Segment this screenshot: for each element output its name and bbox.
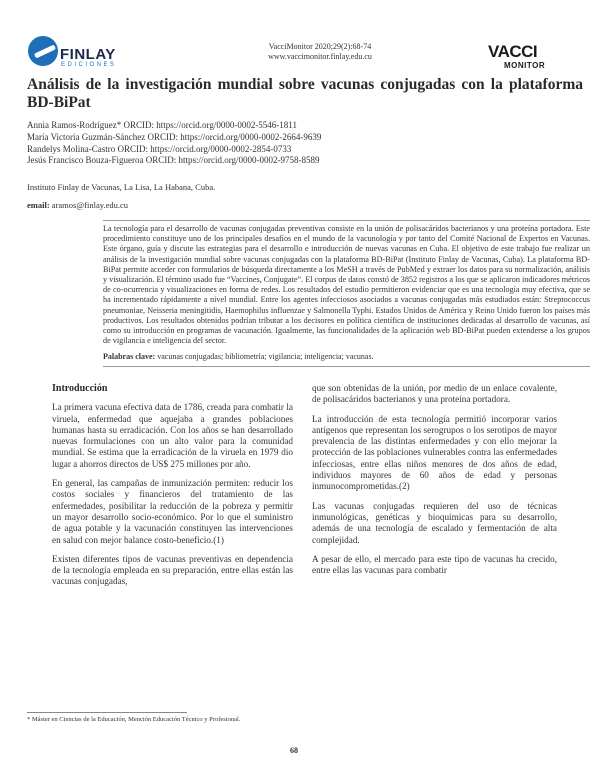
journal-citation: VacciMonitor 2020;29(2):68-74 — [268, 42, 372, 51]
abstract-top-divider — [103, 220, 590, 221]
paragraph: Existen diferentes tipos de vacunas preventivas en dependencia de la tecnología empleada en su preparación, entre ellas están las vacunas conjugadas, — [52, 553, 293, 587]
left-column — [52, 383, 293, 596]
finlay-logo-word: FINLAY — [60, 46, 116, 63]
paragraph: que son obtenidas de la unión, por medio de un enlace covalente, de polisacáridos bacterianos y una proteína portadora. — [312, 383, 557, 405]
author-list — [27, 120, 321, 167]
author-line[interactable]: Randelys Molina-Castro ORCID: https://orcid.org/0000-0002-2854-0733 — [27, 143, 292, 154]
paragraph: Las vacunas conjugadas requieren del uso de técnicas inmunológicas, genéticas y bioquímicas para su desarrollo, además de una tecnología de escalado y fermentación de alta complejidad. — [312, 500, 557, 545]
finlay-logo — [28, 36, 138, 70]
abstract: La tecnología para el desarrollo de vacunas conjugadas preventivas consiste en la unión de polisacáridos bacterianos y una proteína portadora. Este procedimiento constituye uno de los principales desafíos en el mundo de la vacunología y por tanto del Comité Nacional de Expertos en Vacunas. Este órgano, guía y discute las estrategias para el desarrollo e introducción de nuevas vacunas en Cuba. El objetivo de este trabajo fue realizar un análisis de la investigación mundial sobre vacunas conjugadas con la plataforma BD-BiPat (Instituto Finlay de Vacunas, Cuba). La plataforma BD-BiPat permite acceder con formularios de búsqueda directamente a los MeSH a través de PubMed y extraer los datos para su normalización, análisis y visualización. El término usado fue “Vaccines, Conjugate”. El corpus de datos constó de 3852 registros a los que se aplicaron indicadores métricos de co-ocurrencia y visualizaciones en forma de redes. Los resultados del estudio permitieron evidenciar que es una tecnología muy efectiva, que se ha incrementado rápidamente a nivel mundial. Entre los agentes infecciosos asociados a vacunas conjugadas más estudiados están: Streptococcus pneumoniae, Neisseria meningitidis, Haemophilus influenzae y Salmonella Typhi. Estados Unidos de América y Reino Unido fueron los países más productivos. Los resultados obtenidos podrían tributar a los decisores en política científica de instituciones dedicadas al desarrollo de vacunas, así como su introducción en programas de vacunación. Igualmente, las funcionalidades de la aplicación web BD-BiPat pueden extenderse a los grupos de vigilancia e inteligencia del sector. — [103, 224, 590, 346]
vaccimonitor-logo-word: VACCI — [488, 42, 538, 61]
footnote-divider — [27, 712, 187, 713]
journal-info — [220, 42, 420, 62]
paragraph: A pesar de ello, el mercado para este tipo de vacunas ha crecido, entre ellas las vacunas para combatir — [312, 553, 557, 576]
contact-email — [27, 200, 128, 210]
finlay-logo-sub: EDICIONES — [61, 62, 117, 68]
email-label: email: — [27, 200, 50, 210]
paragraph: En general, las campañas de inmunización permiten: reducir los costos sociales y financieros del tratamiento de las enfermedades, posibilitar la reducción de la pobreza y permitir un mayor desarrollo socio-económico. Por lo que el suministro de agua potable y la vacunación constituyen las intervenciones en salud con mejor balance costo-beneficio.(1) — [52, 478, 293, 545]
keywords-value: vacunas conjugadas; bibliometría; vigilancia; inteligencia; vacunas. — [157, 352, 374, 361]
right-column — [312, 383, 557, 584]
vaccimonitor-logo — [488, 42, 572, 72]
keywords — [103, 352, 590, 361]
finlay-globe-icon — [28, 36, 58, 66]
article-title: Análisis de la investigación mundial sobre vacunas conjugadas con la plataforma BD-BiPat — [27, 76, 583, 111]
journal-url[interactable]: www.vaccimonitor.finlay.edu.cu — [268, 52, 372, 61]
paragraph: La introducción de esta tecnología permitió incorporar varios antígenos que representan los serogrupos o los serotipos de mayor prevalencia de las distintas enfermedades y con ello mejorar la protección de las poblaciones vulnerables contra las enfermedades infecciosas, entre ellas niños menores de dos años de edad, individuos mayores de 60 años de edad y personas inmunocomprometidas.(2) — [312, 413, 557, 492]
paragraph: La primera vacuna efectiva data de 1786, creada para combatir la viruela, enfermedad que aquejaba a grandes poblaciones humanas hasta su erradicación. Con los años se han desarrollado nuevas formulaciones con un alto valor para la comunidad mundial. Se estima que la erradicación de la viruela en 1979 dio lugar a ahorros directos de US$ 275 millones por año. — [52, 402, 293, 469]
keywords-label: Palabras clave: — [103, 352, 158, 361]
footnote: * Máster en Ciencias de la Educación, Mención Educación Técnico y Profesional. — [27, 716, 241, 723]
email-value[interactable]: aramos@finlay.edu.cu — [51, 200, 128, 210]
author-line[interactable]: María Victoria Guzmán-Sánchez ORCID: https://orcid.org/0000-0002-2664-9639 — [27, 131, 322, 142]
page-number: 68 — [290, 746, 298, 755]
author-line[interactable]: Jesús Francisco Bouza-Figueroa ORCID: https://orcid.org/0000-0002-9758-8589 — [27, 155, 320, 166]
author-line[interactable]: Annia Ramos-Rodríguez* ORCID: https://orcid.org/0000-0002-5546-1811 — [27, 120, 297, 130]
section-heading: Introducción — [52, 383, 108, 394]
affiliation: Instituto Finlay de Vacunas, La Lisa, La Habana, Cuba. — [27, 182, 216, 192]
abstract-divider — [103, 366, 590, 367]
vaccimonitor-logo-sub: MONITOR — [504, 61, 546, 70]
